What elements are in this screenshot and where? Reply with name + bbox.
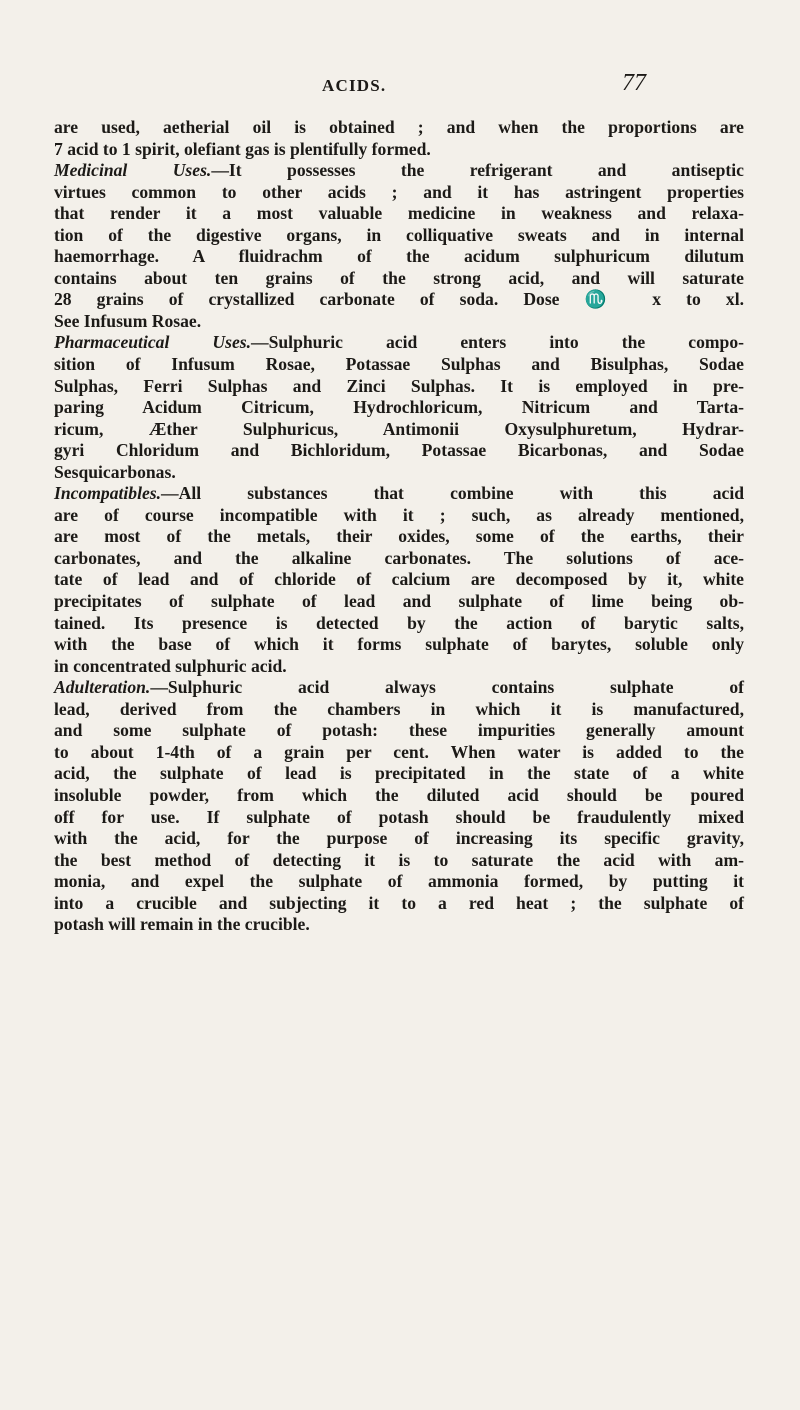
section-heading: Adulteration.	[54, 677, 151, 698]
text-line	[54, 332, 744, 354]
body-text	[54, 117, 744, 936]
section-heading: Incompatibles.	[54, 483, 162, 504]
text-line	[54, 914, 744, 936]
running-title: ACIDS.	[322, 76, 387, 95]
line-text: that render it a most valuable medicine in weakness and relaxa-	[54, 203, 744, 224]
text-line	[54, 569, 744, 591]
line-text: —Sulphuric acid always contains sulphate of	[150, 677, 744, 698]
line-text: See Infusum Rosae.	[54, 310, 202, 331]
text-line	[54, 440, 744, 462]
text-line	[54, 139, 744, 161]
text-line	[54, 311, 744, 333]
text-line	[54, 203, 744, 225]
line-text: monia, and expel the sulphate of ammonia formed, by putting it	[54, 871, 744, 892]
line-text: 7 acid to 1 spirit, olefiant gas is plentifully formed.	[54, 138, 431, 159]
text-line	[54, 850, 744, 872]
running-head	[0, 72, 800, 102]
text-line	[54, 354, 744, 376]
line-text: paring Acidum Citricum, Hydrochloricum, Nitricum and Tarta-	[54, 397, 744, 418]
line-text: into a crucible and subjecting it to a red heat ; the sulphate of	[54, 892, 744, 913]
line-text: are used, aetherial oil is obtained ; and when the proportions are	[54, 117, 744, 137]
line-text: Sulphas, Ferri Sulphas and Zinci Sulphas. It is employed in pre-	[54, 375, 744, 396]
text-line	[54, 677, 744, 699]
line-text: sition of Infusum Rosae, Potassae Sulphas and Bisulphas, Sodae	[54, 354, 744, 375]
text-line	[54, 246, 744, 268]
line-text: off for use. If sulphate of potash should be fraudulently mixed	[54, 806, 744, 827]
line-text: acid, the sulphate of lead is precipitated in the state of a white	[54, 763, 744, 784]
line-text: virtues common to other acids ; and it has astringent properties	[54, 181, 744, 202]
text-line	[54, 483, 744, 505]
line-text: potash will remain in the crucible.	[54, 914, 310, 935]
text-line	[54, 462, 744, 484]
text-line	[54, 160, 744, 182]
text-line	[54, 289, 744, 311]
line-text: Sesquicarbonas.	[54, 461, 176, 482]
line-text: tate of lead and of chloride of calcium are decomposed by it, white	[54, 569, 744, 590]
text-line	[54, 763, 744, 785]
line-text: are most of the metals, their oxides, some of the earths, their	[54, 526, 744, 547]
text-line	[54, 871, 744, 893]
text-line	[54, 785, 744, 807]
text-line	[54, 182, 744, 204]
line-text: insoluble powder, from which the diluted acid should be poured	[54, 784, 744, 805]
line-text: precipitates of sulphate of lead and sulphate of lime being ob-	[54, 591, 744, 612]
text-line	[54, 613, 744, 635]
text-line	[54, 397, 744, 419]
line-text: to about 1-4th of a grain per cent. When water is added to the	[54, 741, 744, 762]
text-line	[54, 634, 744, 656]
line-text: 28 grains of crystallized carbonate of soda. Dose ♏ x to xl.	[54, 289, 744, 310]
line-text: —It possesses the refrigerant and antiseptic	[211, 160, 744, 181]
line-text: gyri Chloridum and Bichloridum, Potassae Bicarbonas, and Sodae	[54, 440, 744, 461]
text-line	[54, 893, 744, 915]
text-line	[54, 268, 744, 290]
text-line	[54, 828, 744, 850]
text-line	[54, 526, 744, 548]
text-line	[54, 699, 744, 721]
page-number: 77	[622, 70, 646, 96]
line-text: and some sulphate of potash: these impurities generally amount	[54, 720, 744, 741]
line-text: haemorrhage. A fluidrachm of the acidum sulphuricum dilutum	[54, 246, 744, 267]
text-line	[54, 505, 744, 527]
text-line	[54, 591, 744, 613]
line-text: in concentrated sulphuric acid.	[54, 655, 287, 676]
line-text: tained. Its presence is detected by the action of barytic salts,	[54, 612, 744, 633]
section-heading: Medicinal Uses.	[54, 160, 212, 181]
text-line	[54, 548, 744, 570]
text-line	[54, 807, 744, 829]
text-line	[54, 720, 744, 742]
text-line	[54, 742, 744, 764]
line-text: —All substances that combine with this acid	[161, 483, 744, 504]
line-text: lead, derived from the chambers in which it is manufactured,	[54, 698, 744, 719]
line-text: carbonates, and the alkaline carbonates. The solutions of ace-	[54, 547, 744, 568]
text-line	[54, 419, 744, 441]
line-text: with the acid, for the purpose of increasing its specific gravity,	[54, 828, 744, 849]
line-text: tion of the digestive organs, in colliquative sweats and in internal	[54, 224, 744, 245]
line-text: with the base of which it forms sulphate of barytes, soluble only	[54, 634, 744, 655]
text-line	[54, 117, 744, 139]
text-line	[54, 656, 744, 678]
line-text: the best method of detecting it is to saturate the acid with am-	[54, 849, 744, 870]
text-line	[54, 376, 744, 398]
line-text: —Sulphuric acid enters into the compo-	[251, 332, 744, 353]
section-heading: Pharmaceutical Uses.	[54, 332, 252, 353]
text-line	[54, 225, 744, 247]
line-text: contains about ten grains of the strong acid, and will saturate	[54, 267, 744, 288]
line-text: are of course incompatible with it ; such, as already mentioned,	[54, 504, 744, 525]
line-text: ricum, Æther Sulphuricus, Antimonii Oxysulphuretum, Hydrar-	[54, 418, 744, 439]
